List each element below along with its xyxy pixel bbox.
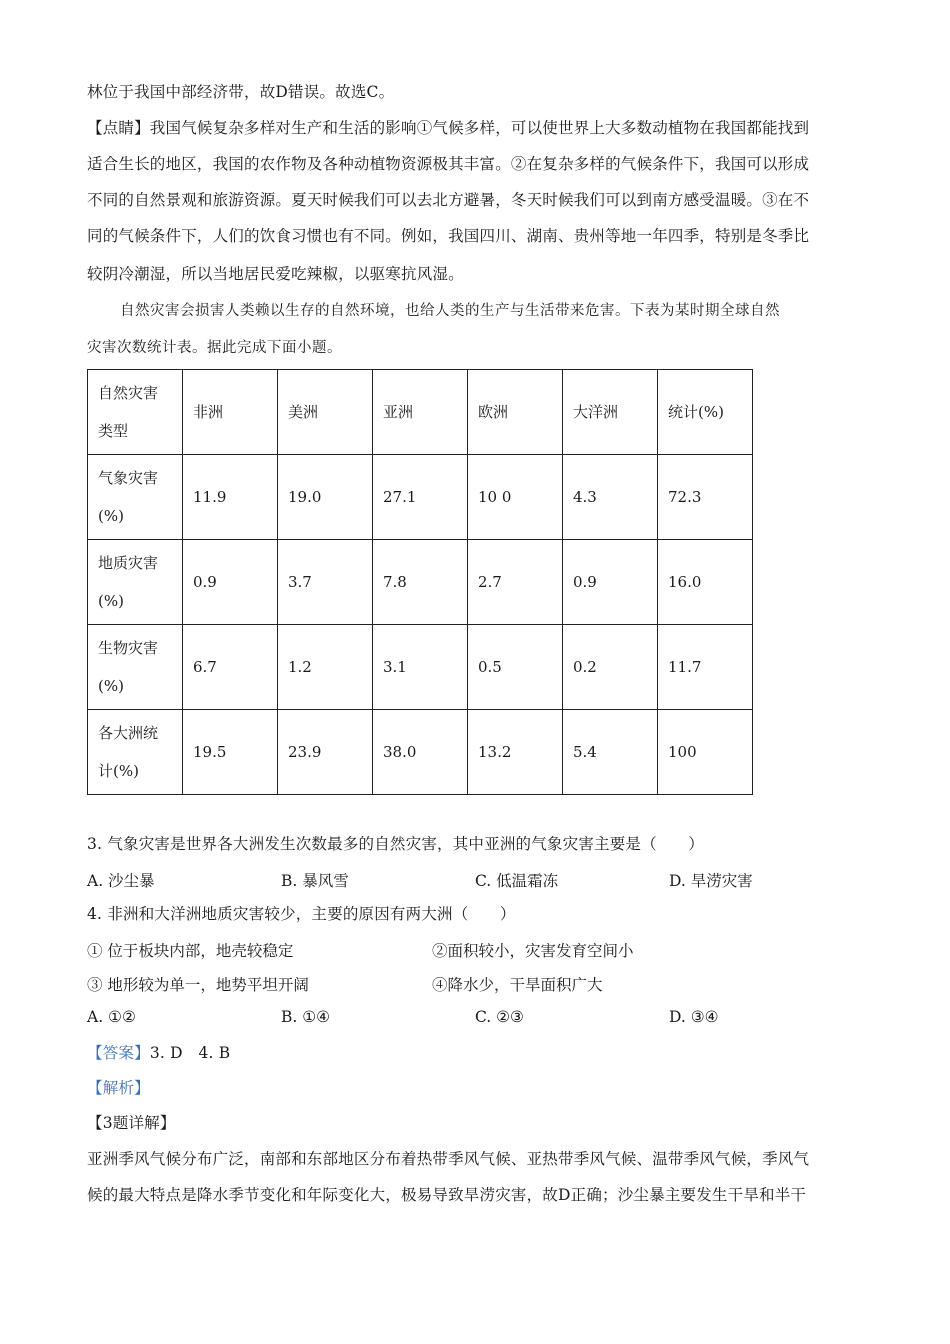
table-header-cell: 美洲: [278, 370, 373, 455]
disaster-statistics-table: [87, 369, 753, 795]
label-line: 生物灾害: [98, 639, 159, 657]
detail-line: 候的最大特点是降水季节变化和年际变化大，极易导致旱涝灾害，故D正确；沙尘暴主要发生干旱和半干: [87, 1186, 807, 1204]
table-cell: 5.4: [563, 710, 658, 795]
text-line: 同的气候条件下，人们的饮食习惯也有不同。例如，我国四川、湖南、贵州等地一年四季，特别是冬季比: [87, 227, 810, 245]
q3-option-d: D. 旱涝灾害: [669, 872, 753, 890]
answer-text: 3. D 4. B: [149, 1044, 231, 1062]
text-line: 不同的自然景观和旅游资源。夏天时候我们可以去北方避暑，冬天时候我们可以到南方感受温暖。③在不: [87, 191, 810, 209]
table-header-cell: [88, 370, 183, 455]
table-cell: 3.1: [373, 625, 468, 710]
intro-line: 自然灾害会损害人类赖以生存的自然环境，也给人类的生产与生活带来危害。下表为某时期全球自然: [120, 303, 780, 319]
table-cell: 4.3: [563, 455, 658, 540]
table-cell: 3.7: [278, 540, 373, 625]
table-cell: 19.5: [183, 710, 278, 795]
table-cell: 23.9: [278, 710, 373, 795]
row-label: [88, 455, 183, 540]
header-line: 类型: [98, 422, 129, 440]
intro-line: 灾害次数统计表。据此完成下面小题。: [87, 340, 342, 356]
answer-line: [87, 1043, 230, 1063]
table-row: [88, 625, 753, 710]
table-cell: 0.9: [183, 540, 278, 625]
detail-line: 亚洲季风气候分布广泛，南部和东部地区分布着热带季风气候、亚热带季风气候、温带季风气候，季风气: [87, 1150, 810, 1168]
detail-tag: 【3题详解】: [87, 1114, 176, 1132]
question-3-stem: 3. 气象灾害是世界各大洲发生次数最多的自然灾害，其中亚洲的气象灾害主要是（ ）: [87, 835, 704, 853]
q4-statement-1: ① 位于板块内部，地壳较稳定: [87, 942, 294, 960]
table-header-cell: 统计(%): [658, 370, 753, 455]
table-cell: 6.7: [183, 625, 278, 710]
table-header-row: [88, 370, 753, 455]
header-line: 自然灾害: [98, 384, 159, 402]
row-label: [88, 625, 183, 710]
table-cell: 0.5: [468, 625, 563, 710]
analysis-tag: 【解析】: [87, 1079, 150, 1097]
label-line: 计(%): [98, 762, 139, 780]
q4-statement-4: ④降水少，干旱面积广大: [432, 976, 603, 994]
label-line: 各大洲统: [98, 724, 159, 742]
text-line: 较阴冷潮湿，所以当地居民爱吃辣椒，以驱寒抗风湿。: [87, 265, 464, 283]
q3-option-c: C. 低温霜冻: [475, 872, 559, 890]
table-cell: 1.2: [278, 625, 373, 710]
q4-statement-2: ②面积较小，灾害发育空间小: [432, 942, 634, 960]
q4-option-b: B. ①④: [281, 1008, 331, 1026]
table-header-cell: 亚洲: [373, 370, 468, 455]
table-cell: 13.2: [468, 710, 563, 795]
table-header-cell: 大洋洲: [563, 370, 658, 455]
text-line: 适合生长的地区，我国的农作物及各种动植物资源极其丰富。②在复杂多样的气候条件下，我国可以形成: [87, 155, 810, 173]
q4-option-d: D. ③④: [669, 1008, 719, 1026]
q3-option-a: A. 沙尘暴: [87, 872, 155, 890]
label-line: (%): [98, 677, 124, 695]
label-line: (%): [98, 592, 124, 610]
table-cell: 100: [658, 710, 753, 795]
table-header-cell: 非洲: [183, 370, 278, 455]
table-cell: 27.1: [373, 455, 468, 540]
q4-option-a: A. ①②: [87, 1008, 136, 1026]
answer-tag: 【答案】: [87, 1044, 150, 1062]
table-cell: 7.8: [373, 540, 468, 625]
table-cell: 2.7: [468, 540, 563, 625]
table-cell: 38.0: [373, 710, 468, 795]
table-cell: 11.9: [183, 455, 278, 540]
table-cell: 16.0: [658, 540, 753, 625]
table-cell: 0.9: [563, 540, 658, 625]
q3-option-b: B. 暴风雪: [281, 872, 349, 890]
table-cell: 19.0: [278, 455, 373, 540]
label-line: 地质灾害: [98, 554, 159, 572]
table-cell: 11.7: [658, 625, 753, 710]
text-line: 林位于我国中部经济带，故D错误。故选C。: [87, 83, 395, 101]
label-line: 气象灾害: [98, 469, 159, 487]
label-line: (%): [98, 507, 124, 525]
question-4-stem: 4. 非洲和大洋洲地质灾害较少，主要的原因有两大洲（ ）: [87, 905, 516, 923]
table-header-cell: 欧洲: [468, 370, 563, 455]
table-cell: 72.3: [658, 455, 753, 540]
text-line: 【点睛】我国气候复杂多样对生产和生活的影响①气候多样，可以使世界上大多数动植物在我国都能找到: [87, 119, 810, 137]
row-label: [88, 710, 183, 795]
q4-statement-3: ③ 地形较为单一，地势平坦开阔: [87, 976, 309, 994]
table-row: [88, 710, 753, 795]
q4-option-c: C. ②③: [475, 1008, 524, 1026]
table-row: [88, 540, 753, 625]
table-row: [88, 455, 753, 540]
table-cell: 10 0: [468, 455, 563, 540]
row-label: [88, 540, 183, 625]
table-cell: 0.2: [563, 625, 658, 710]
